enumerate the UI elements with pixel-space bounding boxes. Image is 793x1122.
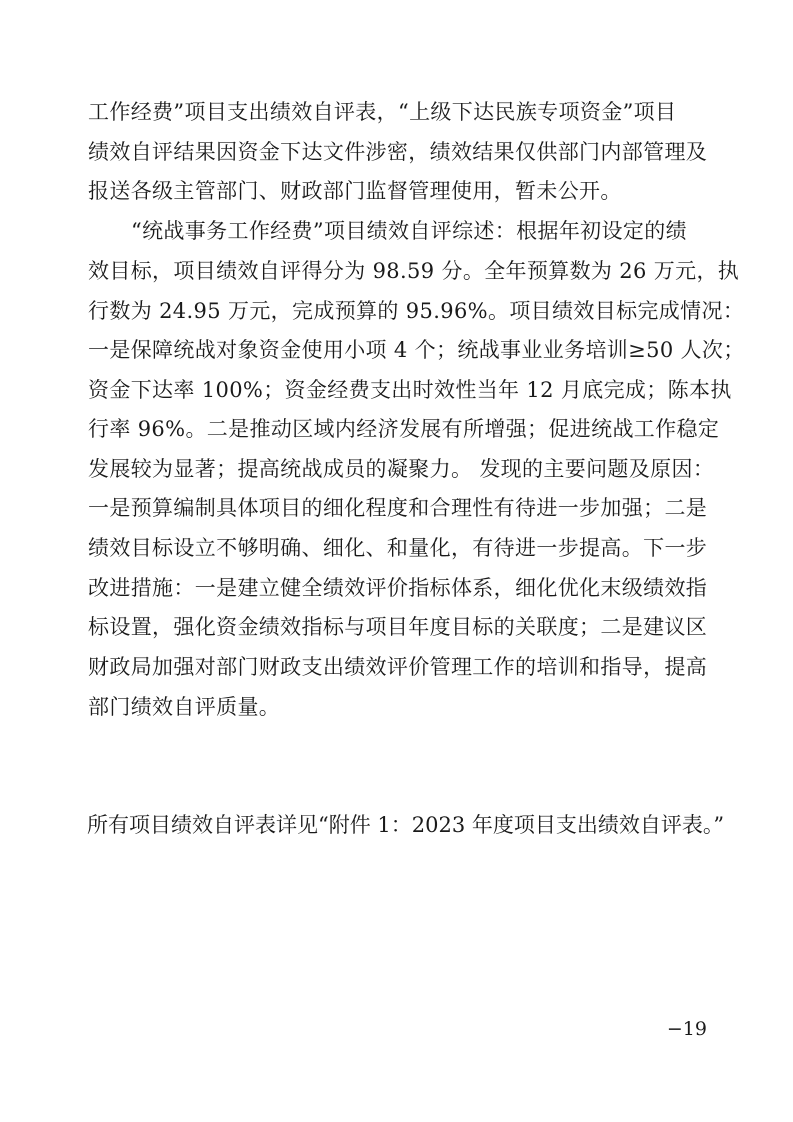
paragraph-2-line-8: 一是预算编制具体项目的细化程度和合理性有待进一步加强；二是 (88, 496, 708, 520)
paragraph-2-line-7: 发展较为显著；提高统战成员的凝聚力。 发现的主要问题及原因： (88, 457, 715, 481)
paragraph-1-line-1: 工作经费”项目支出绩效自评表，“上级下达民族专项资金”项目 (88, 100, 677, 124)
paragraph-1-line-2: 绩效自评结果因资金下达文件涉密，绩效结果仅供部门内部管理及 (88, 140, 708, 164)
paragraph-2-line-5: 资金下达率 100%；资金经费支出时效性当年 12 月底完成；陈本执 (88, 378, 732, 402)
page-number: −19 (666, 1018, 707, 1040)
paragraph-2-line-10: 改进措施：一是建立健全绩效评价指标体系，细化优化末级绩效指 (88, 576, 708, 600)
paragraph-1-line-3: 报送各级主管部门、财政部门监督管理使用，暂未公开。 (88, 179, 622, 203)
paragraph-2-line-9: 绩效目标设立不够明确、细化、和量化，有待进一步提高。下一步 (88, 536, 708, 560)
paragraph-2-line-13: 部门绩效自评质量。 (88, 695, 281, 719)
paragraph-2-line-6: 行率 96%。二是推动区域内经济发展有所增强；促进统战工作稳定 (88, 417, 720, 441)
paragraph-2-line-2: 效目标，项目绩效自评得分为 98.59 分。全年预算数为 26 万元，执 (88, 259, 740, 283)
paragraph-2-line-11: 标设置，强化资金绩效指标与项目年度目标的关联度；二是建议区 (88, 615, 708, 639)
paragraph-2-line-1: “统战事务工作经费”项目绩效自评综述：根据年初设定的绩 (131, 219, 687, 243)
paragraph-3-line-1: 所有项目绩效自评表详见“附件 1：2023 年度项目支出绩效自评表。” (87, 813, 725, 837)
paragraph-2-line-4: 一是保障统战对象资金使用小项 4 个；统战事业业务培训≥50 人次； (88, 338, 745, 362)
paragraph-2-line-3: 行数为 24.95 万元，完成预算的 95.96%。项目绩效目标完成情况： (88, 299, 745, 323)
paragraph-2-line-12: 财政局加强对部门财政支出绩效评价管理工作的培训和指导，提高 (88, 655, 708, 679)
